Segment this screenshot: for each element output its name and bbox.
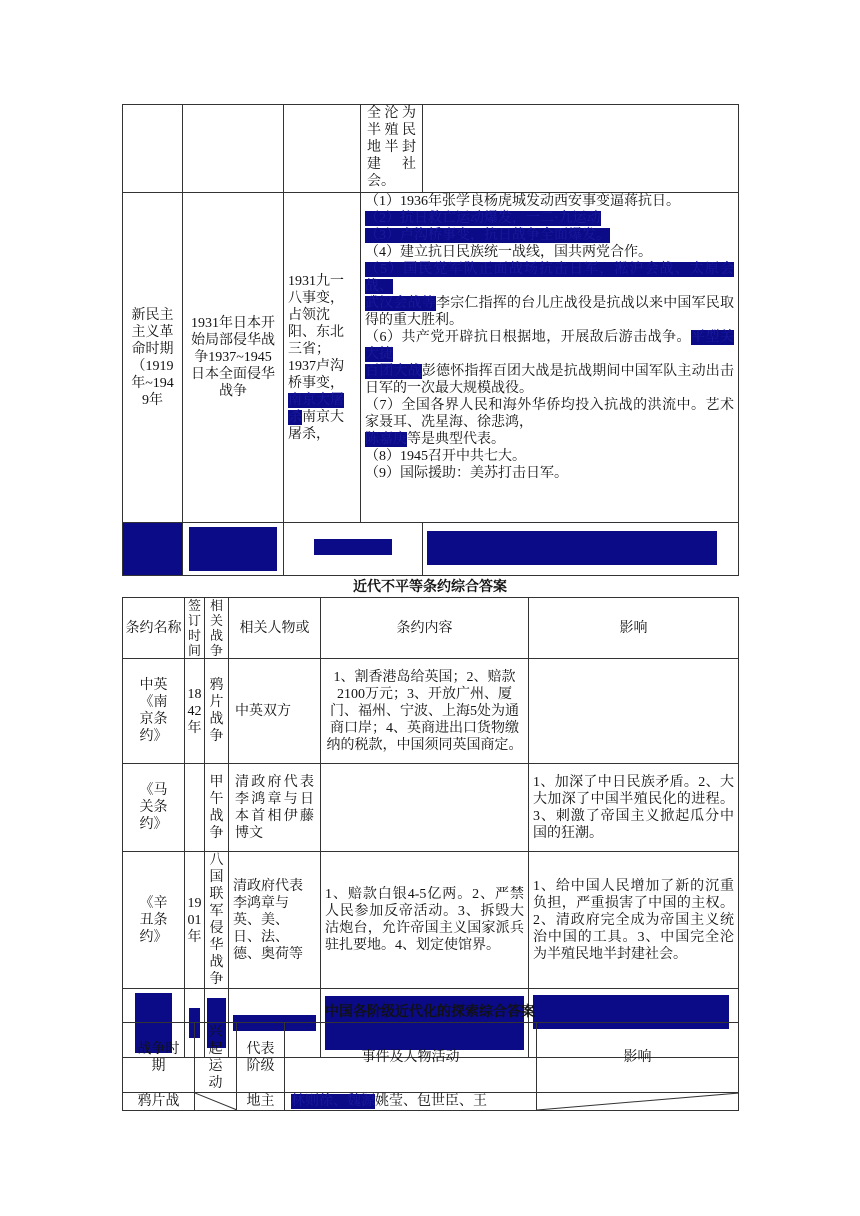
header-cell: 签订时间 <box>185 598 205 659</box>
treaty-content: 1、割香港岛给英国；2、赔款2100万元；3、开放广州、厦门、福州、宁波、上海5处为通商口岸；4、英商进出口货物缴纳的税款，中国须同英国商定。 <box>321 659 529 764</box>
treaty-impact <box>529 659 739 764</box>
treaty-war: 八国联军侵华战争 <box>205 852 229 989</box>
treaty-name: 《马关条约》 <box>123 764 185 852</box>
header-cell: 影响 <box>537 1023 739 1093</box>
resist-line: （5）国民党军队正面战场抗击日军，淞沪会战、太原会战、 <box>365 262 734 294</box>
table-row <box>123 852 739 989</box>
highlight-mark <box>314 539 392 555</box>
header-cell: 影响 <box>529 598 739 659</box>
treaty-impact: 1、加深了中日民族矛盾。2、大大加深了中国半殖民化的进程。3、刺激了帝国主义掀起瓜分中国的狂潮。 <box>529 764 739 852</box>
treaty-name: 《辛丑条约》 <box>123 852 185 989</box>
highlight-mark <box>189 527 277 571</box>
section-title: 中国各阶级近代化的探索综合答案 <box>325 1005 535 1020</box>
resist-line: （8）1945召开中共七大。 <box>365 449 526 464</box>
table-row <box>123 193 739 523</box>
diagonal-line <box>537 1093 739 1110</box>
header-cell: 兴起运动 <box>195 1023 237 1093</box>
table-header-row <box>123 1023 739 1093</box>
resist-line: （7）全国各界人民和海外华侨均投入抗战的洪流中。艺术家聂耳、冼星海、徐悲鸿， <box>365 398 734 430</box>
highlight-mark <box>427 531 717 565</box>
table-header-row <box>123 598 739 659</box>
resist-line: （4）建立抗日民族统一战线，国共两党合作。 <box>365 245 652 260</box>
header-cell: 事件及人物活动 <box>285 1023 537 1093</box>
treaty-time <box>185 764 205 852</box>
section-title: 近代不平等条约综合答案 <box>353 580 507 595</box>
treaty-war: 鸦片战争 <box>205 659 229 764</box>
highlight-mark: 南京大屠杀 <box>288 392 344 425</box>
exploration-table <box>122 1022 739 1111</box>
resist-line: （3）卢沟桥事变，抗日战争全面爆发。 <box>365 228 610 243</box>
table-row <box>123 523 739 576</box>
resist-line: （6）共产党开辟抗日根据地，开展敌后游击战争。平型关大捷 <box>365 330 735 362</box>
treaty-time: 1842年 <box>185 659 205 764</box>
treaty-people: 清政府代表李鸿章与日本首相伊藤博文 <box>229 764 321 852</box>
resist-line: 百团大战彭德怀指挥百团大战是抗战期间中国军队主动出击日军的一次最大规模战役。 <box>365 364 735 396</box>
treaty-content <box>321 764 529 852</box>
war-resistance-table <box>122 104 739 576</box>
resistance-cell <box>361 193 739 523</box>
header-cell: 相关人物或 <box>229 598 321 659</box>
treaty-people: 清政府代表李鸿章与英、美、日、法、德、奥荷等 <box>229 852 321 989</box>
header-cell: 条约名称 <box>123 598 185 659</box>
treaty-impact: 1、给中国人民增加了新的沉重负担，严重损害了中国的主权。2、清政府完全成为帝国主义统治中国的工具。3、中国完全沦为半殖民地半封建社会。 <box>529 852 739 989</box>
treaty-content: 1、赔款白银4-5亿两。2、严禁人民参加反帝活动。3、拆毁大沽炮台，允许帝国主义国家派兵驻扎要地。4、划定使馆界。 <box>321 852 529 989</box>
resist-line: （1）1936年张学良杨虎城发动西安事变逼蒋抗日。 <box>365 194 680 209</box>
table-row <box>123 105 739 193</box>
class-cell: 地主 <box>237 1093 285 1111</box>
header-cell: 战争时期 <box>123 1023 195 1093</box>
header-cell: 相关战争 <box>205 598 229 659</box>
resist-line: 陈嘉庚等是典型代表。 <box>365 432 505 447</box>
header-cell: 代表阶级 <box>237 1023 285 1093</box>
impact-cell: 全沦为半殖民地半封建社会。 <box>361 105 423 193</box>
resist-line: （2）抗日救亡运动爆发，一二·九运动 <box>365 211 601 226</box>
highlight-mark: 林则徐、魏源 <box>291 1094 375 1109</box>
treaty-name: 中英《南京条约》 <box>123 659 185 764</box>
diagonal-line <box>195 1093 237 1110</box>
table-row <box>123 659 739 764</box>
resist-line: （9）国际援助：美苏打击日军。 <box>365 466 568 481</box>
table-row <box>123 764 739 852</box>
table-row <box>123 1093 739 1111</box>
blank-cell <box>195 1093 237 1111</box>
treaty-time: 1901年 <box>185 852 205 989</box>
crimes-cell: 1931九一八事变，占领沈阳、东北三省；1937卢沟桥事变，南京大屠杀南京大屠杀， <box>284 193 361 523</box>
resist-line: 武汉会战等李宗仁指挥的台儿庄战役是抗战以来中国军民取得的重大胜利。 <box>365 296 734 328</box>
treaty-people: 中英双方 <box>229 659 321 764</box>
period-cell: 新民主主义革命时期（1919年~1949年 <box>123 193 183 523</box>
blank-cell <box>537 1093 739 1111</box>
period-cell: 鸦片战 <box>123 1093 195 1111</box>
treaty-table <box>122 597 739 1058</box>
war-cell: 1931年日本开始局部侵华战争1937~1945日本全面侵华战争 <box>183 193 284 523</box>
treaty-war: 甲午战争 <box>205 764 229 852</box>
header-cell: 条约内容 <box>321 598 529 659</box>
event-cell: 林则徐、魏源姚莹、包世臣、王 <box>285 1093 537 1111</box>
highlight-mark <box>123 523 183 576</box>
